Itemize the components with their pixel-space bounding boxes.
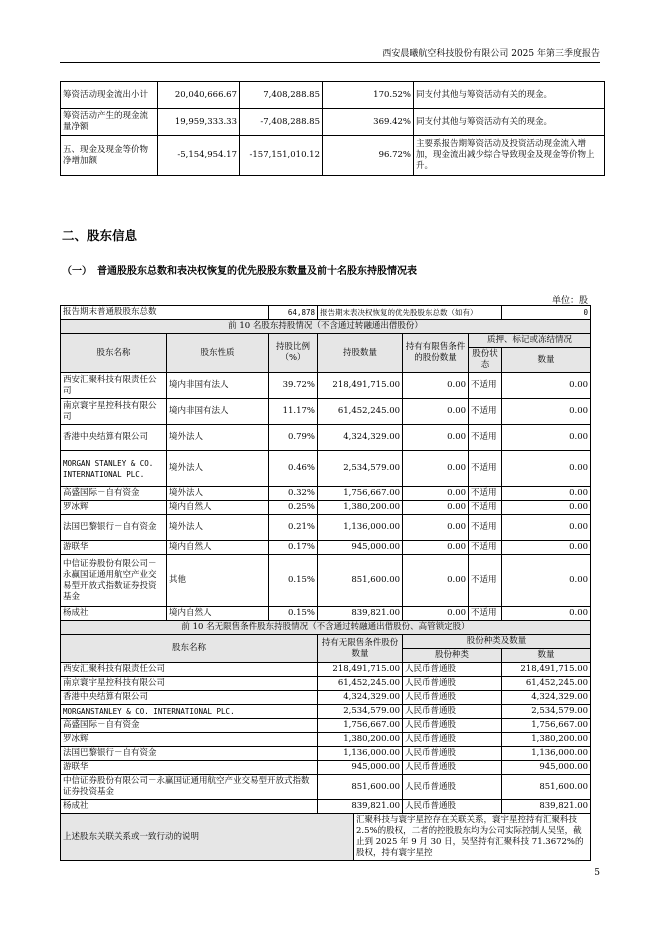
col-header-name: 股东名称	[61, 334, 167, 373]
top10-caption: 前 10 名股东持股情况（不含通过转融通出借股份）	[61, 320, 591, 334]
unrestricted-type: 人民币普通股	[403, 733, 502, 747]
shareholder-nature: 境外法人	[167, 425, 269, 451]
shareholder-row	[61, 541, 591, 555]
shareholder-ratio: 39.72%	[269, 373, 318, 399]
shareholder-pledge-status: 不适用	[469, 487, 502, 501]
cashflow-reason: 同支付其他与筹资活动有关的现金。	[414, 109, 605, 136]
shareholder-shares: 851,600.00	[318, 555, 403, 607]
shareholder-ratio: 0.15%	[269, 555, 318, 607]
unrestricted-qty: 1,756,667.00	[502, 719, 591, 733]
shareholder-shares: 1,380,200.00	[318, 501, 403, 515]
col-header-unres-qty: 数量	[502, 649, 591, 663]
unrestricted-name: 香港中央结算有限公司	[61, 691, 318, 705]
cashflow-row	[61, 82, 605, 109]
shareholder-pledge-qty: 0.00	[502, 555, 591, 607]
shareholder-shares: 1,756,667.00	[318, 487, 403, 501]
summary-value-2: 0	[502, 306, 591, 320]
shareholder-restricted: 0.00	[403, 501, 469, 515]
col-header-type-group: 股份种类及数量	[403, 635, 591, 649]
unrestricted-shares: 1,756,667.00	[318, 719, 403, 733]
shareholder-shares: 2,534,579.00	[318, 451, 403, 487]
page-header: 西安晨曦航空科技股份有限公司 2025 年第三季度报告	[382, 49, 600, 59]
unrestricted-type: 人民币普通股	[403, 761, 502, 775]
shareholder-row	[61, 607, 591, 621]
unrestricted-row	[61, 747, 591, 761]
shareholder-nature: 境外法人	[167, 515, 269, 541]
shareholder-pledge-qty: 0.00	[502, 451, 591, 487]
unrestricted-type: 人民币普通股	[403, 775, 502, 800]
cashflow-change: 170.52%	[323, 82, 414, 109]
shareholder-name: 中信证券股份有限公司－永赢国证通用航空产业交易型开放式指数证券投资基金	[61, 555, 167, 607]
shareholder-row	[61, 501, 591, 515]
page-number: 5	[594, 868, 600, 878]
unrestricted-row	[61, 800, 591, 814]
shareholder-nature: 境内自然人	[167, 607, 269, 621]
unrestricted-shares: 1,136,000.00	[318, 747, 403, 761]
shareholder-shares: 839,821.00	[318, 607, 403, 621]
shareholder-pledge-status: 不适用	[469, 541, 502, 555]
cashflow-change: 369.42%	[323, 109, 414, 136]
shareholder-pledge-qty: 0.00	[502, 373, 591, 399]
unrestricted-row	[61, 705, 591, 719]
unrestricted-name: 高盛国际－自有资金	[61, 719, 318, 733]
shareholder-ratio: 0.46%	[269, 451, 318, 487]
shareholder-nature: 其他	[167, 555, 269, 607]
shareholder-ratio: 0.21%	[269, 515, 318, 541]
unrestricted-shares: 839,821.00	[318, 800, 403, 814]
cashflow-current: -5,154,954.17	[158, 136, 240, 176]
shareholder-pledge-qty: 0.00	[502, 501, 591, 515]
col-header-type: 股份种类	[403, 649, 502, 663]
summary-value-1: 64,878	[269, 306, 318, 320]
shareholder-pledge-qty: 0.00	[502, 515, 591, 541]
cashflow-current: 20,040,666.67	[158, 82, 240, 109]
shareholder-pledge-status: 不适用	[469, 451, 502, 487]
unrestricted-row	[61, 733, 591, 747]
shareholder-name: 杨成社	[61, 607, 167, 621]
shareholder-nature: 境外法人	[167, 451, 269, 487]
unrestricted-row	[61, 761, 591, 775]
cashflow-previous: -7,408,288.85	[240, 109, 323, 136]
unit-label: 单位：股	[551, 296, 588, 306]
shareholder-restricted: 0.00	[403, 451, 469, 487]
unrestricted-type: 人民币普通股	[403, 705, 502, 719]
shareholder-pledge-status: 不适用	[469, 425, 502, 451]
shareholder-ratio: 11.17%	[269, 399, 318, 425]
header-divider	[60, 62, 600, 63]
cashflow-change: 96.72%	[323, 136, 414, 176]
shareholder-restricted: 0.00	[403, 555, 469, 607]
shareholder-row	[61, 425, 591, 451]
col-header-unres-name: 股东名称	[61, 635, 318, 663]
shareholder-ratio: 0.25%	[269, 501, 318, 515]
cashflow-item-name: 五、现金及现金等价物净增加额	[61, 136, 158, 176]
shareholder-restricted: 0.00	[403, 607, 469, 621]
unrestricted-qty: 1,380,200.00	[502, 733, 591, 747]
shareholder-ratio: 0.79%	[269, 425, 318, 451]
shareholder-nature: 境内自然人	[167, 541, 269, 555]
shareholder-pledge-qty: 0.00	[502, 607, 591, 621]
summary-label-1: 报告期末普通股股东总数	[61, 306, 269, 320]
unrestricted-shares: 945,000.00	[318, 761, 403, 775]
shareholder-row	[61, 555, 591, 607]
unrestricted-qty: 851,600.00	[502, 775, 591, 800]
unrestricted-name: 罗冰辉	[61, 733, 318, 747]
shareholder-shares: 1,136,000.00	[318, 515, 403, 541]
unrestricted-name: 西安汇聚科技有限责任公司	[61, 663, 318, 677]
unrestricted-type: 人民币普通股	[403, 677, 502, 691]
shareholder-pledge-status: 不适用	[469, 399, 502, 425]
unrestricted-qty: 945,000.00	[502, 761, 591, 775]
shareholder-restricted: 0.00	[403, 515, 469, 541]
shareholder-row	[61, 515, 591, 541]
col-header-unres-shares: 持有无限售条件股份数量	[318, 635, 403, 663]
shareholder-restricted: 0.00	[403, 487, 469, 501]
cashflow-previous: 7,408,288.85	[240, 82, 323, 109]
shareholder-pledge-status: 不适用	[469, 515, 502, 541]
unrestricted-type: 人民币普通股	[403, 800, 502, 814]
shareholder-row	[61, 487, 591, 501]
shareholder-nature: 境外法人	[167, 487, 269, 501]
cashflow-item-name: 筹资活动产生的现金流量净额	[61, 109, 158, 136]
cashflow-item-name: 筹资活动现金流出小计	[61, 82, 158, 109]
unrestricted-type: 人民币普通股	[403, 691, 502, 705]
shareholder-row	[61, 451, 591, 487]
unrestricted-row	[61, 663, 591, 677]
shareholder-name: 香港中央结算有限公司	[61, 425, 167, 451]
col-header-nature: 股东性质	[167, 334, 269, 373]
shareholder-row	[61, 373, 591, 399]
col-header-pledge-group: 质押、标记或冻结情况	[469, 334, 591, 348]
unrestricted-shares: 4,324,329.00	[318, 691, 403, 705]
shareholder-restricted: 0.00	[403, 541, 469, 555]
unrestricted-name: 法国巴黎银行－自有资金	[61, 747, 318, 761]
relation-label: 上述股东关联关系或一致行动的说明	[61, 814, 354, 861]
shareholder-name: 游联华	[61, 541, 167, 555]
shareholder-pledge-qty: 0.00	[502, 425, 591, 451]
shareholder-pledge-qty: 0.00	[502, 541, 591, 555]
shareholder-shares: 218,491,715.00	[318, 373, 403, 399]
shareholder-name: 高盛国际－自有资金	[61, 487, 167, 501]
shareholder-pledge-status: 不适用	[469, 373, 502, 399]
unrestricted-qty: 839,821.00	[502, 800, 591, 814]
unrestricted-type: 人民币普通股	[403, 663, 502, 677]
unrestricted-name: 南京寰宇星控科技有限公司	[61, 677, 318, 691]
shareholder-ratio: 0.32%	[269, 487, 318, 501]
unrestricted-caption: 前 10 名无限售条件股东持股情况（不含通过转融通出借股份、高管锁定股）	[61, 621, 591, 635]
cashflow-current: 19,959,333.33	[158, 109, 240, 136]
cashflow-reason: 同支付其他与筹资活动有关的现金。	[414, 82, 605, 109]
cashflow-previous: -157,151,010.12	[240, 136, 323, 176]
unrestricted-qty: 2,534,579.00	[502, 705, 591, 719]
unrestricted-name: 中信证券股份有限公司－永赢国证通用航空产业交易型开放式指数证券投资基金	[61, 775, 318, 800]
shareholder-table	[60, 305, 591, 861]
shareholder-ratio: 0.15%	[269, 607, 318, 621]
shareholder-pledge-qty: 0.00	[502, 399, 591, 425]
shareholder-shares: 4,324,329.00	[318, 425, 403, 451]
unrestricted-qty: 4,324,329.00	[502, 691, 591, 705]
shareholder-name: 南京寰宇星控科技有限公司	[61, 399, 167, 425]
shareholder-restricted: 0.00	[403, 399, 469, 425]
relation-text: 汇聚科技与寰宇星控存在关联关系，寰宇星控持有汇聚科技 2.5%的股权，二者的控股股东均为公司实际控制人吴坚，截止到 2025 年 9 月 30 日，吴坚持有汇聚科技 71.3672%的股权，持有寰宇星控	[354, 814, 591, 861]
unrestricted-row	[61, 775, 591, 800]
shareholder-nature: 境内自然人	[167, 501, 269, 515]
section-title: 二、股东信息	[62, 228, 138, 243]
shareholder-nature: 境内非国有法人	[167, 399, 269, 425]
unrestricted-row	[61, 719, 591, 733]
unrestricted-type: 人民币普通股	[403, 719, 502, 733]
cashflow-row	[61, 109, 605, 136]
unrestricted-name: MORGANSTANLEY & CO. INTERNATIONAL PLC.	[61, 705, 318, 719]
col-header-restricted: 持有有限售条件的股份数量	[403, 334, 469, 373]
shareholder-name: 西安汇聚科技有限责任公司	[61, 373, 167, 399]
unrestricted-qty: 218,491,715.00	[502, 663, 591, 677]
shareholder-shares: 945,000.00	[318, 541, 403, 555]
unrestricted-type: 人民币普通股	[403, 747, 502, 761]
unrestricted-row	[61, 677, 591, 691]
cashflow-row	[61, 136, 605, 176]
shareholder-name: MORGAN STANLEY & CO. INTERNATIONAL PLC.	[61, 451, 167, 487]
col-header-ratio: 持股比例（%）	[269, 334, 318, 373]
unrestricted-name: 杨成社	[61, 800, 318, 814]
shareholder-pledge-qty: 0.00	[502, 487, 591, 501]
summary-label-2: 报告期末表决权恢复的优先股股东总数（如有）	[318, 306, 502, 320]
col-header-shares: 持股数量	[318, 334, 403, 373]
cashflow-table	[60, 81, 605, 176]
unrestricted-qty: 1,136,000.00	[502, 747, 591, 761]
unrestricted-row	[61, 691, 591, 705]
shareholder-pledge-status: 不适用	[469, 607, 502, 621]
shareholder-name: 法国巴黎银行－自有资金	[61, 515, 167, 541]
unrestricted-qty: 61,452,245.00	[502, 677, 591, 691]
shareholder-name: 罗冰辉	[61, 501, 167, 515]
shareholder-row	[61, 399, 591, 425]
col-header-qty: 数量	[502, 348, 591, 373]
unrestricted-shares: 61,452,245.00	[318, 677, 403, 691]
shareholder-pledge-status: 不适用	[469, 501, 502, 515]
cashflow-reason: 主要系报告期筹资活动及投资活动现金流入增加，现金流出减少综合导致现金及现金等价物上升。	[414, 136, 605, 176]
shareholder-nature: 境内非国有法人	[167, 373, 269, 399]
shareholder-restricted: 0.00	[403, 425, 469, 451]
unrestricted-name: 游联华	[61, 761, 318, 775]
shareholder-ratio: 0.17%	[269, 541, 318, 555]
unrestricted-shares: 851,600.00	[318, 775, 403, 800]
unrestricted-shares: 218,491,715.00	[318, 663, 403, 677]
unrestricted-shares: 1,380,200.00	[318, 733, 403, 747]
col-header-status: 股份状态	[469, 348, 502, 373]
shareholder-shares: 61,452,245.00	[318, 399, 403, 425]
shareholder-pledge-status: 不适用	[469, 555, 502, 607]
unrestricted-shares: 2,534,579.00	[318, 705, 403, 719]
subsection-title: （一） 普通股股东总数和表决权恢复的优先股股东数量及前十名股东持股情况表	[62, 266, 417, 277]
shareholder-restricted: 0.00	[403, 373, 469, 399]
